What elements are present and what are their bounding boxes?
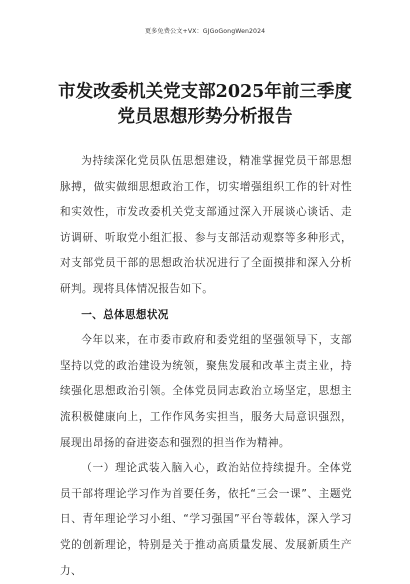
header-note: 更多免费公文+VX：GJGoGongWen2024: [144, 28, 266, 35]
intro-paragraph: 为持续深化党员队伍思想建设，精准掌握党员干部思想脉搏，做实做细思想政治工作，切实增强组织工作的针对性和实效性，市发改委机关党支部通过深入开展谈心谈话、走访调研、听取党小组汇报、参与支部活动观察等多种形式，对支部党员干部的思想政治状况进行了全面摸排和深入分析研判。现将具体情况报告如下。: [60, 155, 352, 295]
document-body: [60, 149, 352, 584]
section-heading-overall: 一、总体思想状况: [81, 308, 169, 321]
section-paragraph-overall: 今年以来，在市委市政府和委党组的坚强领导下，支部坚持以党的政治建设为统领，聚焦发展和改革主责主业，持续强化思想政治引领。全体党员同志政治立场坚定，思想主流积极健康向上，工作作风务实担当，服务大局意识强烈，展现出昂扬的奋进姿态和强烈的担当作为精神。: [60, 334, 352, 449]
subsection-paragraph-theory: （一）理论武装入脑入心，政治站位持续提升。全体党员干部将理论学习作为首要任务，依托“三会一课”、主题党日、青年理论学习小组、“学习强国”平台等载体，深入学习党的创新理论，特别是关于推动高质量发展、发展新质生产力、: [60, 462, 352, 577]
document-title: 市发改委机关党支部2025年前三季度党员思想形势分析报告: [58, 82, 352, 127]
